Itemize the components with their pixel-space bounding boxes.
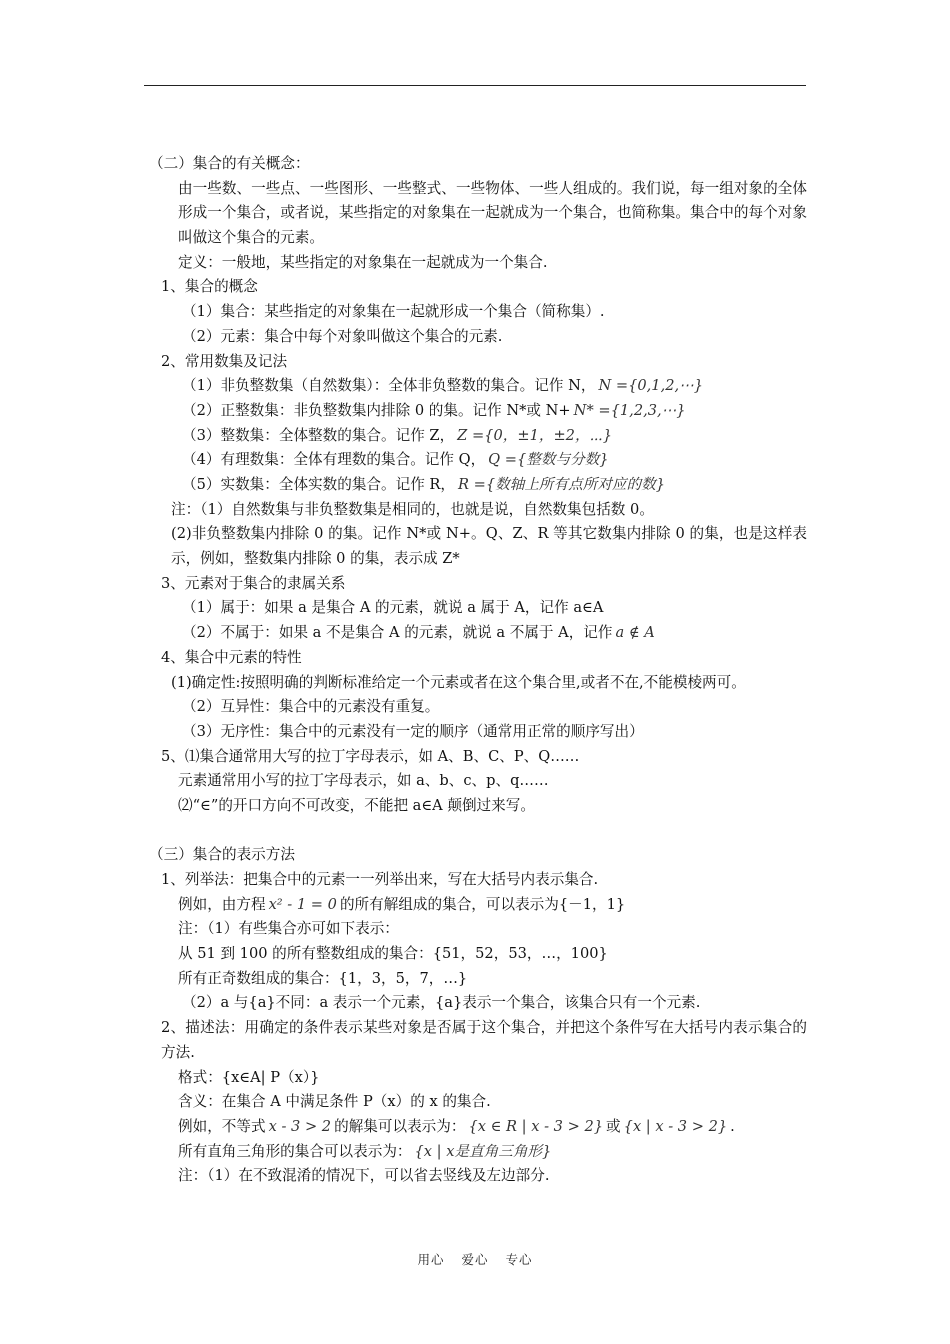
text-line <box>145 942 807 967</box>
text-line <box>145 769 807 794</box>
line-text: 3、元素对于集合的隶属关系 <box>161 574 346 592</box>
line-text: (1)确定性:按照明确的判断标准给定一个元素或者在这个集合里,或者不在,不能模棱两可。 <box>171 673 746 691</box>
math-expression: {x | x - 3 > 2} <box>623 1117 728 1135</box>
section-gap <box>145 819 807 844</box>
text-line <box>145 671 807 696</box>
text-line <box>145 917 807 942</box>
text-line <box>145 967 807 992</box>
line-text: 所有正奇数组成的集合：{1，3，5，7，…} <box>178 969 468 987</box>
text-line <box>145 399 807 424</box>
line-text: （4）有理数集：全体有理数的集合。记作 Q， <box>182 451 486 469</box>
text-line <box>145 251 807 276</box>
header-rule <box>144 85 806 86</box>
text-line <box>145 720 807 745</box>
line-text: （3）整数集：全体整数的集合。记作 Z， <box>182 426 455 444</box>
line-text: 注：（1）有些集合亦可如下表示： <box>178 920 399 938</box>
text-line <box>145 695 807 720</box>
line-text: （2）不属于：如果 a 不是集合 A 的元素，就说 a 不属于 A，记作 <box>182 624 613 642</box>
line-text: 例如，由方程 <box>178 895 266 913</box>
line-text: 所有直角三角形的集合可以表示为： <box>178 1142 412 1160</box>
text-line <box>145 424 807 449</box>
math-expression: a ∉ A <box>615 624 655 642</box>
line-text: 元素通常用小写的拉丁字母表示，如 a、b、c、p、q…… <box>178 772 549 790</box>
math-expression: x - 3 > 2 <box>268 1117 332 1135</box>
line-text: （1）非负整数集（自然数集）：全体非负整数的集合。记作 N， <box>182 377 596 395</box>
text-line <box>145 745 807 770</box>
line-text: 注：（1）在不致混淆的情况下，可以省去竖线及左边部分. <box>178 1167 550 1185</box>
text-line <box>145 1164 807 1189</box>
line-text: 例如，不等式 <box>178 1117 266 1135</box>
text-line <box>145 596 807 621</box>
text-line <box>145 177 807 251</box>
line-text: （1）属于：如果 a 是集合 A 的元素，就说 a 属于 A，记作 a∈A <box>182 599 604 617</box>
text-line <box>145 621 807 646</box>
section-heading: （三）集合的表示方法 <box>149 846 295 864</box>
line-text: 4、集合中元素的特性 <box>161 648 302 666</box>
line-text: （2）元素：集合中每个对象叫做这个集合的元素. <box>182 327 503 345</box>
line-text: 1、集合的概念 <box>161 278 258 296</box>
text-line <box>145 275 807 300</box>
line-text: 注：（1）自然数集与非负整数集是相同的，也就是说，自然数集包括数 0。 <box>171 500 654 518</box>
line-text: （2）正整数集：非负整数集内排除 0 的集。记作 N*或 N+ <box>182 401 571 419</box>
text-line <box>145 1066 807 1091</box>
text-line <box>145 646 807 671</box>
math-expression: Z ={0，±1，±2，⋯} <box>457 426 612 444</box>
text-line <box>145 350 807 375</box>
line-text: . <box>730 1117 735 1135</box>
text-line <box>145 374 807 399</box>
text-line <box>145 1090 807 1115</box>
line-text: ⑵“∈”的开口方向不可改变，不能把 a∈A 颠倒过来写。 <box>178 796 535 814</box>
line-text: 从 51 到 100 的所有整数组成的集合：{51，52，53，…，100} <box>178 945 608 963</box>
line-text: （5）实数集：全体实数的集合。记作 R， <box>182 475 456 493</box>
footer-word: 用心 <box>417 1252 445 1267</box>
math-expression: x² - 1 = 0 <box>268 895 337 913</box>
line-text: (2)非负整数集内排除 0 的集。记作 N*或 N+。Q、Z、R 等其它数集内排除 0 的集，也是这样表示，例如，整数集内排除 0 的集，表示成 Z* <box>171 525 807 568</box>
math-expression: Q ={整数与分数} <box>488 451 609 469</box>
document-body <box>145 152 807 1189</box>
text-line <box>145 498 807 523</box>
text-line <box>145 522 807 571</box>
math-expression: R ={数轴上所有点所对应的数} <box>458 475 665 493</box>
line-text: 由一些数、一些点、一些图形、一些整式、一些物体、一些人组成的。我们说，每一组对象的全体形成一个集合，或者说，某些指定的对象集在一起就成为一个集合，也简称集。集合中的每个对象叫做这个集合的元素。 <box>178 179 807 247</box>
text-line <box>145 1115 807 1140</box>
line-text: 的解集可以表示为： <box>334 1117 466 1135</box>
line-text: 含义：在集合 A 中满足条件 P（x）的 x 的集合. <box>178 1093 491 1111</box>
text-line <box>145 300 807 325</box>
line-text: 2、常用数集及记法 <box>161 352 288 370</box>
line-text: 1、列举法：把集合中的元素一一列举出来，写在大括号内表示集合. <box>161 871 599 889</box>
text-line <box>145 448 807 473</box>
text-line <box>145 794 807 819</box>
line-text: 5、⑴集合通常用大写的拉丁字母表示，如 A、B、C、P、Q…… <box>161 747 580 765</box>
page-footer <box>0 1250 950 1268</box>
footer-word: 爱心 <box>461 1252 489 1267</box>
math-expression: N ={0,1,2,⋯} <box>598 377 704 395</box>
line-text: 的所有解组成的集合，可以表示为{－1，1} <box>339 895 626 913</box>
line-text: 或 <box>606 1117 621 1135</box>
text-line <box>145 473 807 498</box>
footer-word: 专心 <box>505 1252 533 1267</box>
section-heading: （二）集合的有关概念： <box>149 155 310 172</box>
line-text: （3）无序性：集合中的元素没有一定的顺序（通常用正常的顺序写出） <box>182 722 644 740</box>
line-text: （2）a 与{a}不同：a 表示一个元素，{a}表示一个集合，该集合只有一个元素. <box>182 994 701 1012</box>
text-line <box>145 572 807 597</box>
line-text: （1）集合：某些指定的对象集在一起就形成一个集合（简称集）. <box>182 303 605 321</box>
line-text: （2）互异性：集合中的元素没有重复。 <box>182 698 440 716</box>
math-expression: N* ={1,2,3,⋯} <box>573 401 686 419</box>
text-line <box>145 1016 807 1065</box>
text-line <box>145 893 807 918</box>
math-expression: {x ∈ R | x - 3 > 2} <box>468 1117 604 1135</box>
text-line <box>145 1140 807 1165</box>
text-line <box>145 868 807 893</box>
math-expression: {x | x是直角三角形} <box>414 1142 552 1160</box>
text-line <box>145 991 807 1016</box>
line-text: 格式：{x∈A| P（x）} <box>178 1068 320 1086</box>
text-line <box>145 325 807 350</box>
line-text: 2、描述法：用确定的条件表示某些对象是否属于这个集合，并把这个条件写在大括号内表示集合的方法. <box>161 1019 807 1061</box>
line-text: 定义：一般地，某些指定的对象集在一起就成为一个集合. <box>178 253 548 271</box>
